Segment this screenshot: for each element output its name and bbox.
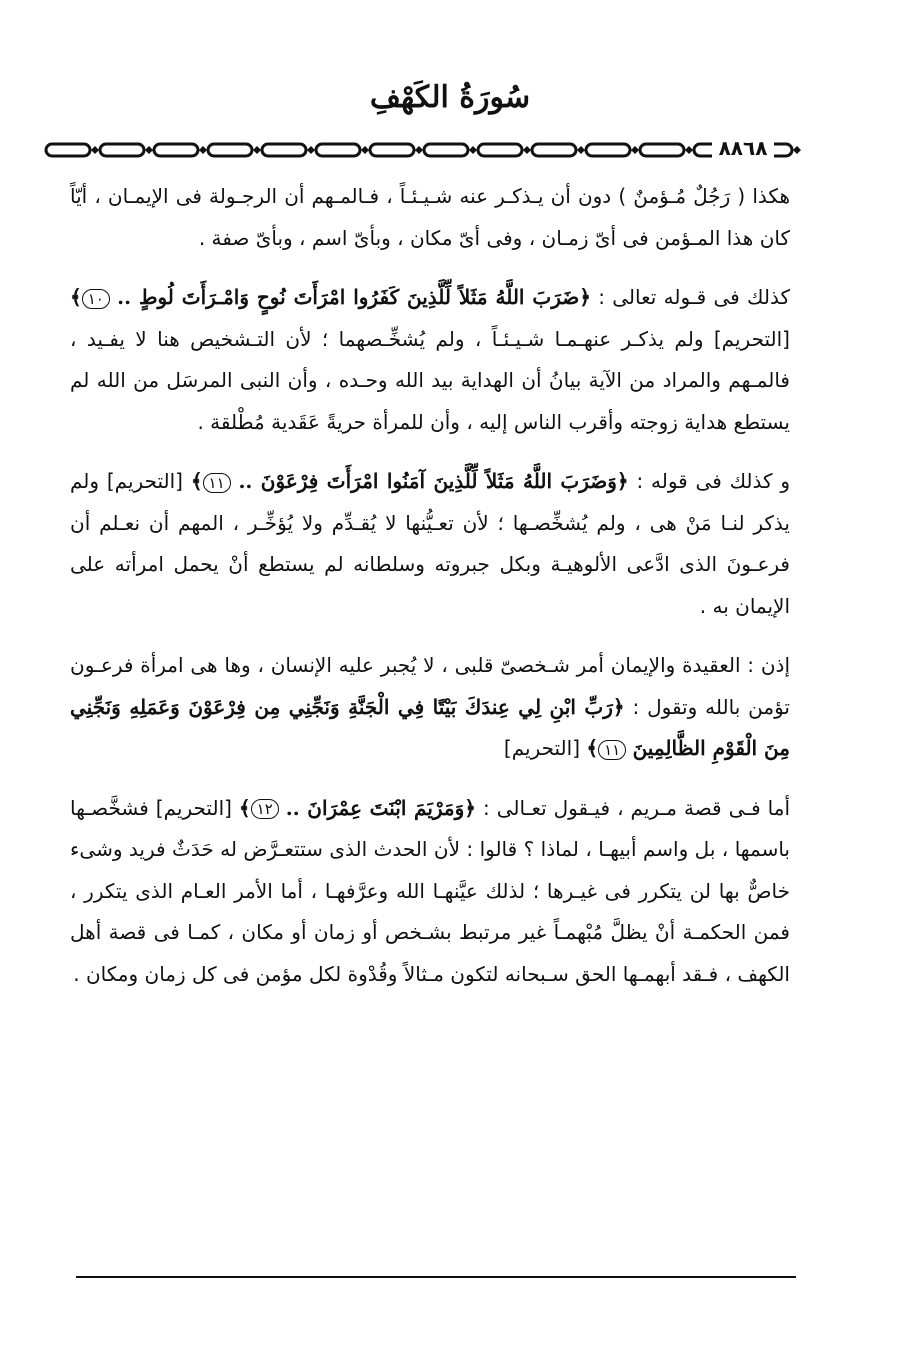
- ornament-diamond: [793, 146, 801, 154]
- ornament-link: [100, 144, 144, 156]
- quran-verse: ﴿وَمَرْيَمَ ابْنَتَ عِمْرَانَ ..: [285, 795, 477, 820]
- ayah-number-marker: ١١: [203, 473, 231, 493]
- surah-title: سُورَةُ الكَهْفِ: [369, 80, 531, 115]
- ornament-diamond: [469, 146, 477, 154]
- quran-verse: ﴿وَضَرَبَ اللَّهُ مَثَلاً لِّلَّذِينَ آمَنُوا امْرَأَتَ فِرْعَوْنَ ..: [238, 469, 629, 493]
- ornament-link: [478, 144, 522, 156]
- ayah-number-marker: ١٠: [82, 289, 110, 309]
- ayah-number-marker: ١٢: [251, 799, 279, 819]
- ornament-link: [532, 144, 576, 156]
- page-number: ٨٨٦٨: [712, 135, 774, 161]
- surah-reference: [التحريم]: [503, 736, 587, 760]
- paragraph-text: إذن : العقيدة والإيمان أمر شـخصىّ قلبى ، لا يُجبر عليه الإنسان ، وها هى امرأة فرعـون تؤمن بالله وتقول :: [70, 653, 790, 719]
- paragraph-text: أما فـى قصة مـريم ، فيـقول تعـالى :: [476, 795, 791, 820]
- paragraph-3: [70, 461, 790, 627]
- ornament-link: [46, 144, 90, 156]
- ornament-diamond: [523, 146, 531, 154]
- ornament-link: [208, 144, 252, 156]
- ornament-link: [154, 144, 198, 156]
- paragraph-1: [70, 176, 790, 259]
- ornamental-divider: [42, 138, 812, 162]
- quran-bracket: ﴾: [190, 469, 203, 493]
- ornament-diamond: [685, 146, 693, 154]
- quran-bracket: ﴾: [586, 736, 599, 760]
- ornament-link: [370, 144, 414, 156]
- footnote-separator-line: [76, 1276, 796, 1278]
- ornament-link: [640, 144, 684, 156]
- ornament-diamond: [577, 146, 585, 154]
- ornament-diamond: [199, 146, 207, 154]
- ornament-link: [424, 144, 468, 156]
- paragraph-text: [التحريم] ولم يذكـر عنهـمـا شـيـئـاً ، ولم يُشخِّـصهما ؛ لأن التـشخيص هنا لا يفـيد ، فالمـهم والمراد من الآية بيانُ أن الهداية بيد الله وحـده ، وأن النبى المرسَل من الله لم يستطع هداية زوجته وأقرب الناس إليه ، وأن للمرأة حريةً عَقَدية مُطْلقة .: [70, 326, 790, 434]
- paragraph-text: هكذا ( رَجُلٌ مُـؤمنٌ ) دون أن يـذكـر عنه شـيـئـاً ، فـالمـهم أن الرجـولة فى الإيمـان ، أيّاً كان هذا المـؤمن فى أىّ زمـان ، وفى أىّ مكان ، وبأىّ اسم ، وبأىّ صفة .: [70, 184, 790, 250]
- ornament-diamond: [253, 146, 261, 154]
- ornament-link: [586, 144, 630, 156]
- paragraph-text: كذلك فى قـوله تعالى :: [590, 285, 790, 309]
- paragraph-5: [70, 788, 790, 996]
- ornament-link: [262, 144, 306, 156]
- paragraph-text: [التحريم] فشخَّصـها باسمها ، بل واسم أبيهـا ، لماذا ؟ قالوا : لأن الحدث الذى ستتعـرَّض له حَدَثٌ فريد وشىء خاصٌّ بها لن يتكرر فى غيـرها ؛ لذلك عيَّنهـا الله وعرَّفهـا ، أما الأمر العـام الذى يتكرر ، فمن الحكمـة أنْ يظلَّ مُبْهمـاً غير مرتبط بشـخص أو زمان أو مكان ، كمـا فى قصة أهل الكهف ، فـقد أبهمـها الحق سـبحانه لتكون مـثالاً وقُدْوة لكل مؤمن فى كل زمان ومكان .: [70, 795, 790, 986]
- ornament-diamond: [307, 146, 315, 154]
- ornament-diamond: [145, 146, 153, 154]
- quran-bracket: ﴾: [70, 285, 82, 309]
- paragraph-2: [70, 277, 790, 443]
- ornament-diamond: [415, 146, 423, 154]
- quran-bracket: ﴾: [238, 795, 251, 820]
- quran-verse: ﴿ضَرَبَ اللَّهُ مَثَلاً لِّلَّذِينَ كَفَرُوا امْرَأَتَ نُوحٍ وَامْـرَأَتَ لُوطٍ ..: [117, 285, 591, 309]
- page-body: [70, 176, 790, 1013]
- paragraph-text: و كذلك فى قوله :: [628, 469, 791, 493]
- paragraph-4: [70, 645, 790, 770]
- ayah-number-marker: ١١: [598, 740, 626, 760]
- paragraph-text: [التحريم] ولم يذكر لنـا مَنْ هى ، ولم يُشخِّصـها ؛ لأن تعـيُّنها لا يُقـدِّم ولا يُؤخِّـر ، المهم أن نعـلم أن فرعـونَ الذى ادَّعى الألوهيـة وبكل جبروته وسلطانه لم يستطع أنْ يحمل امرأته على الإيمان به .: [70, 469, 790, 618]
- ornament-link: [316, 144, 360, 156]
- quran-verse: ﴿رَبِّ ابْنِ لِي عِندَكَ بَيْتًا فِي الْجَنَّةِ وَنَجِّنِي مِن فِرْعَوْنَ وَعَمَلِهِ وَنَجِّنِي مِنَ الْقَوْمِ الظَّالِمِينَ: [70, 694, 790, 760]
- ornament-diamond: [361, 146, 369, 154]
- ornament-diamond: [631, 146, 639, 154]
- ornament-diamond: [91, 146, 99, 154]
